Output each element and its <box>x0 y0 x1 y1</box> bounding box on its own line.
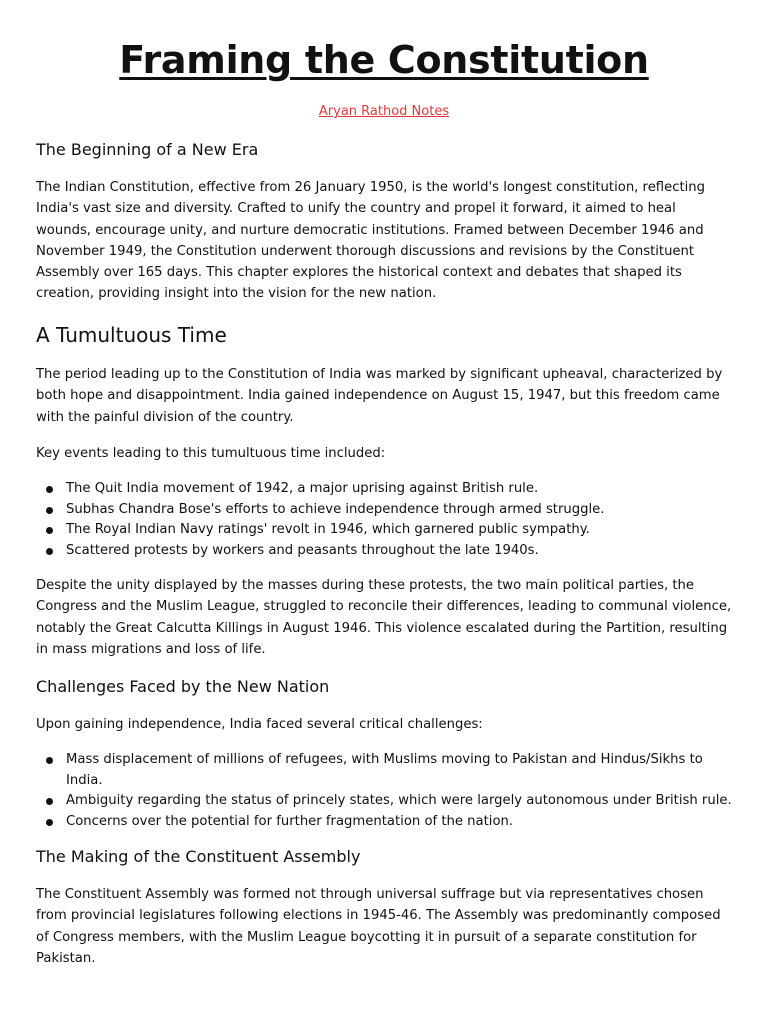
bullet-icon <box>46 548 53 555</box>
list-item: The Quit India movement of 1942, a major uprising against British rule. <box>36 479 736 500</box>
section-heading-tumultuous: A Tumultuous Time <box>36 323 227 347</box>
key-events-list <box>36 479 736 561</box>
paragraph-assembly: The Constituent Assembly was formed not through universal suffrage but via representatives chosen from provincial legislatures following elections in 1945-46. The Assembly was predominantly composed of Congress members, with the Muslim League boycotting it in pursuit of a separate constitution for Pakistan. <box>36 887 721 966</box>
list-item: Ambiguity regarding the status of princely states, which were largely autonomous under British rule. <box>36 791 736 812</box>
paragraph-beginning: The Indian Constitution, effective from 26 January 1950, is the world's longest constitution, reflecting India's vast size and diversity. Crafted to unify the country and propel it forward, it aimed to heal wounds, encourage unity, and nurture democratic institutions. Framed between December 1946 and November 1949, the Constitution underwent thorough discussions and revisions by the Constituent Assembly over 165 days. This chapter explores the historical context and debates that shaped its creation, providing insight into the vision for the new nation. <box>36 180 706 302</box>
bullet-icon <box>46 819 53 826</box>
list-item: The Royal Indian Navy ratings' revolt in 1946, which garnered public sympathy. <box>36 520 736 541</box>
paragraph-challenges: Upon gaining independence, India faced several critical challenges: <box>36 717 483 732</box>
list-item: Scattered protests by workers and peasants throughout the late 1940s. <box>36 541 736 562</box>
paragraph-tumultuous-2: Key events leading to this tumultuous time included: <box>36 446 386 461</box>
bullet-icon <box>46 507 53 514</box>
list-item: Concerns over the potential for further fragmentation of the nation. <box>36 812 736 833</box>
bullet-icon <box>46 757 53 764</box>
author-link[interactable]: Aryan Rathod Notes <box>318 104 450 119</box>
section-heading-beginning: The Beginning of a New Era <box>36 140 259 159</box>
list-item: Mass displacement of millions of refugees, with Muslims moving to Pakistan and Hindus/Sikhs to India. <box>36 750 736 791</box>
list-item: Subhas Chandra Bose's efforts to achieve independence through armed struggle. <box>36 500 736 521</box>
bullet-icon <box>46 527 53 534</box>
challenges-list <box>36 750 736 832</box>
paragraph-tumultuous-1: The period leading up to the Constitution of India was marked by significant upheaval, characterized by both hope and disappointment. India gained independence on August 15, 1947, but this freedom came with the painful division of the country. <box>36 367 723 425</box>
page-title: Framing the Constitution <box>119 38 649 82</box>
paragraph-tumultuous-3: Despite the unity displayed by the masses during these protests, the two main political parties, the Congress and the Muslim League, struggled to reconcile their differences, leading to communal violence, notably the Great Calcutta Killings in August 1946. This violence escalated during the Partition, resulting in mass migrations and loss of life. <box>36 578 732 657</box>
section-heading-assembly: The Making of the Constituent Assembly <box>36 847 361 866</box>
bullet-icon <box>46 798 53 805</box>
bullet-icon <box>46 486 53 493</box>
section-heading-challenges: Challenges Faced by the New Nation <box>36 677 330 696</box>
